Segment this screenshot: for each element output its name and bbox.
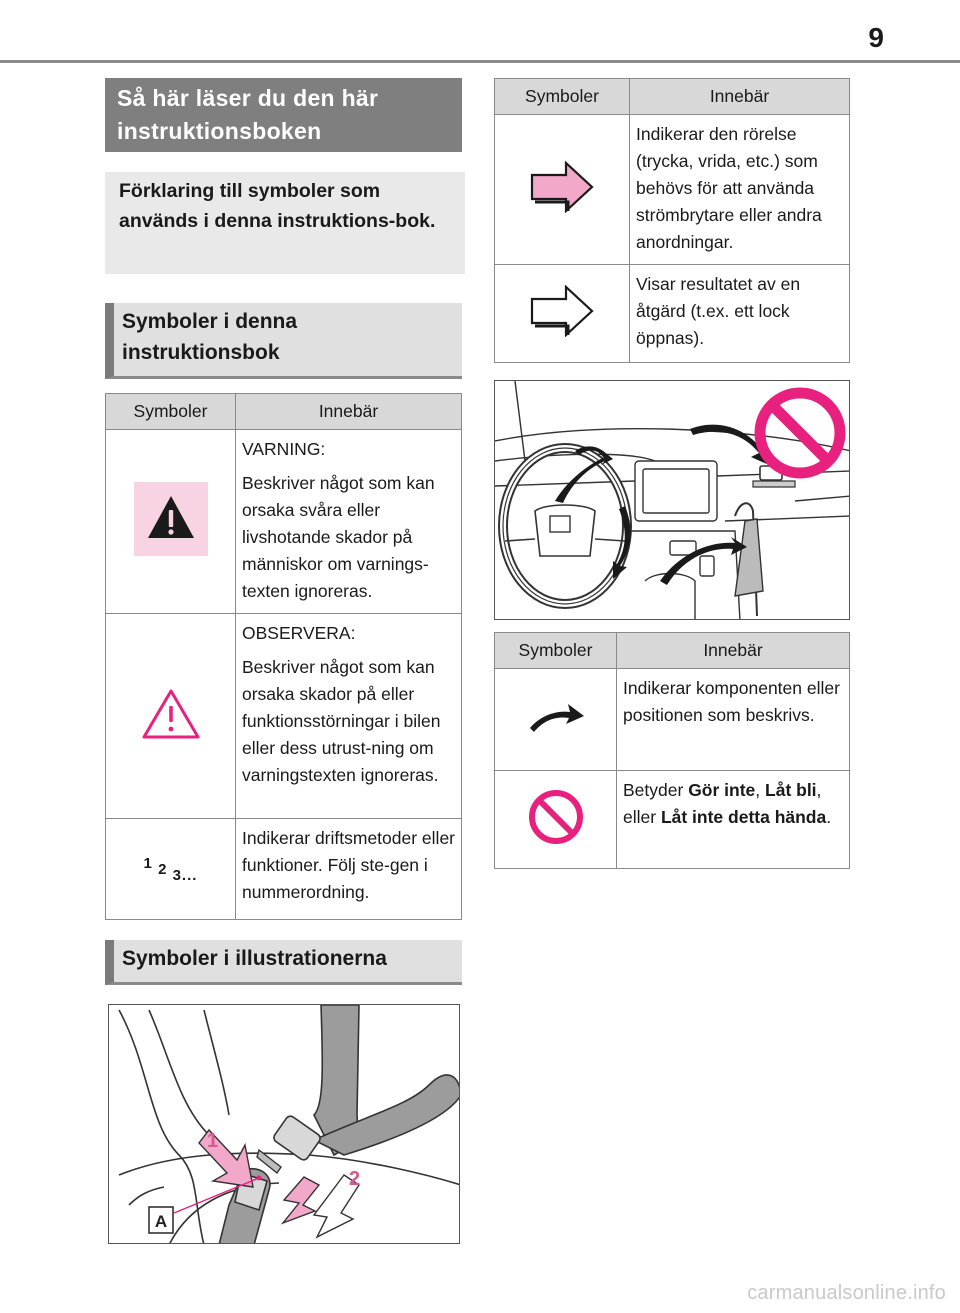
symbols-explanation: Förklaring till symboler som används i denna instruktions-bok. [105,172,465,274]
page-number: 9 [868,22,884,53]
table-row [106,430,462,614]
seatbelt-illustration [108,1004,460,1244]
outline-arrow-icon [530,285,594,337]
table-row [495,115,850,265]
symbols-table [105,393,462,920]
illustration-symbols-table-bottom [494,632,850,869]
table-row [495,771,850,869]
pink-arrow-text: Indikerar den rörelse (trycka, vrida, etc.) som behövs för att använda strömbrytare eller andra anordningar. [636,124,822,252]
step1-label: 1 [207,1130,219,1152]
col-symbol-header: Symboler [495,79,630,115]
warning-text: Beskriver något som kan orsaka svåra eller livshotande skador på människor om varnings-texten ignoreras. [242,473,435,601]
numbered-steps-icon: 1 2 3... [143,854,198,884]
outline-arrow-text: Visar resultatet av en åtgärd (t.ex. ett lock öppnas). [636,274,801,348]
illustration-symbols-table-top [494,78,850,363]
caution-text: Beskriver något som kan orsaka skador på eller funktionsstörningar i bilen eller dess utrust-ning om varningstexten ignoreras. [242,657,441,785]
col-meaning-header: Innebär [236,394,462,430]
table-row [106,614,462,819]
pink-arrow-icon [530,161,594,213]
dashboard-illustration [494,380,850,620]
step2-label: 2 [349,1168,361,1190]
top-rule [0,60,960,63]
part-label: A [154,1212,168,1231]
warning-triangle-filled-icon [134,482,208,556]
col-meaning-header: Innebär [617,633,850,669]
prohibition-text: Betyder Gör inte, Låt bli, eller Låt inte detta hända. [623,780,832,827]
col-symbol-header: Symboler [106,394,236,430]
table-row [495,265,850,363]
col-symbol-header: Symboler [495,633,617,669]
section-heading-illustrations: Symboler i illustrationerna [105,940,462,985]
table-row [106,819,462,920]
table-header-row [495,79,850,115]
section-heading-symbols: Symboler i denna instruktionsbok [105,303,462,379]
main-heading: Så här läser du den här instruktionsboken [105,78,462,152]
curved-black-arrow-icon [526,702,586,732]
warning-title: VARNING: [242,439,326,459]
caution-title: OBSERVERA: [242,623,356,643]
curved-arrow-text: Indikerar komponenten eller positionen som beskrivs. [623,678,840,725]
table-header-row [495,633,850,669]
prohibition-icon [527,788,585,846]
watermark: carmanualsonline.info [747,1282,946,1304]
table-header-row [106,394,462,430]
steps-text: Indikerar driftsmetoder eller funktioner. Följ ste-gen i nummerordning. [242,828,455,902]
caution-triangle-outline-icon [140,686,202,742]
table-row [495,669,850,771]
col-meaning-header: Innebär [630,79,850,115]
